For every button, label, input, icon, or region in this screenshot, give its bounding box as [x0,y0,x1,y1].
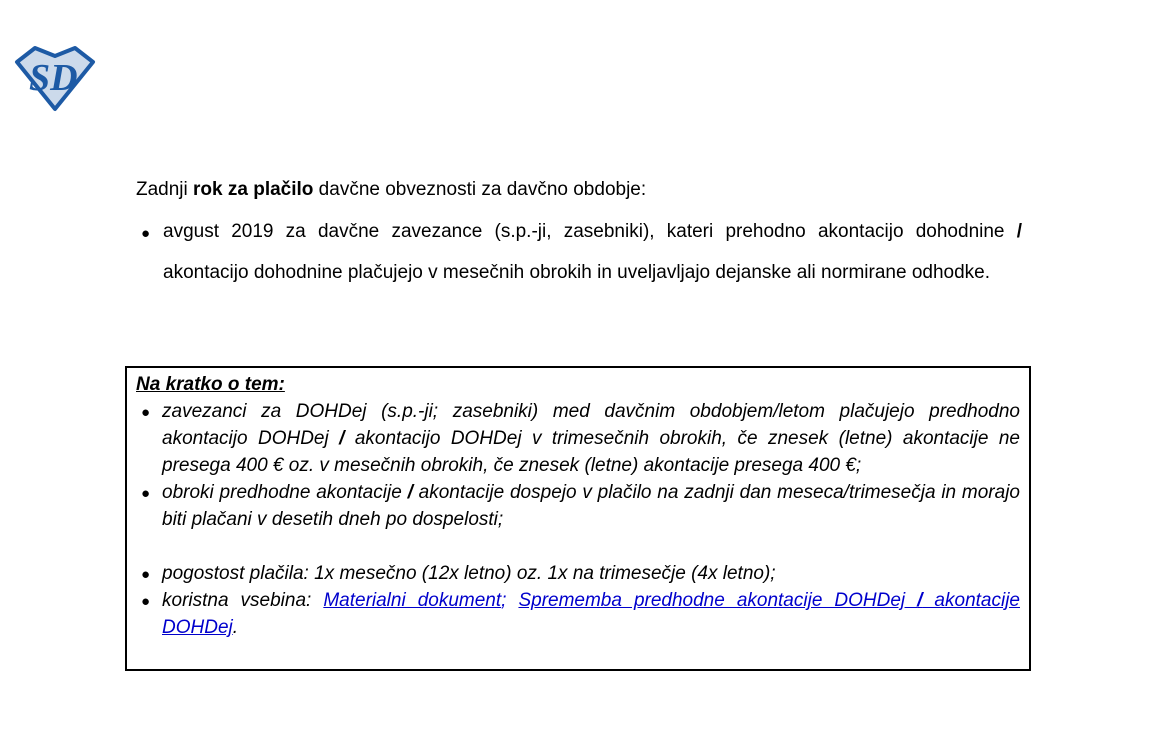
link-sprememba-text-pre: Sprememba predhodne akontacije DOHDej [518,590,918,611]
link-sprememba-slash: / [917,590,923,611]
info-bullet-1-text-post: akontacijo DOHDej v trimesečnih obrokih, če znesek (letne) akontacije ne presega 400 € oz. v mesečnih obrokih, če znesek (letne) akontacije presega 400 €; [162,428,1021,476]
info-bullet-2 [136,479,1020,533]
heading-text-post: davčne obveznosti za davčno obdobje: [313,179,647,200]
link-materialni-dokument[interactable]: Materialni dokument [323,590,502,611]
intro-bullet-slash: / [1016,221,1022,242]
info-bullet-3 [136,560,1020,587]
bullet-marker: ● [141,404,151,421]
bullet-marker: ● [141,225,151,242]
bullet-marker: ● [141,566,151,583]
page-title [136,176,1022,203]
info-bullet-1 [136,398,1020,479]
link-sprememba-text-post: akontacije DOHDej [162,590,1020,638]
bullet-marker: ● [141,593,151,610]
intro-bullet-text-post: akontacijo dohodnine plačujejo v mesečnih obrokih in uveljavljajo dejanske ali normirane odhodke. [163,262,991,283]
heading-text-pre: Zadnji [136,179,194,200]
intro-bullet-item [136,211,1022,293]
intro-bullet-text-pre: avgust 2019 za davčne zavezance (s.p.-ji, zasebniki), kateri prehodno akontacijo dohodnine [163,221,1017,242]
heading-text-bold: rok za plačilo [193,179,314,200]
info-bullet-3-text: pogostost plačila: 1x mesečno (12x letno) oz. 1x na trimesečje (4x letno); [162,563,776,584]
sd-logo-letters: SD [29,57,78,99]
bullet-marker: ● [141,485,151,502]
info-bullet-1-slash: / [339,428,345,449]
info-bullet-1-text-pre: zavezanci za DOHDej (s.p.-ji; zasebniki) med davčnim obdobjem/letom plačujejo predhodno akontacijo DOHDej [162,401,1020,449]
info-bullet-4-text-pre: koristna vsebina: [162,590,324,611]
info-bullet-4-separator: ; [501,590,519,611]
info-bullet-2-slash: / [407,482,413,503]
info-bullet-4 [136,587,1020,641]
info-box [125,366,1031,671]
sd-logo [14,45,96,112]
info-bullet-4-period: . [232,617,239,638]
info-bullet-2-text-pre: obroki predhodne akontacije [162,482,408,503]
info-bullet-2-text-post: akontacije dospejo v plačilo na zadnji dan meseca/trimesečja in morajo biti plačani v desetih dneh po dospelosti; [162,482,1020,530]
info-box-title: Na kratko o tem: [136,374,285,395]
